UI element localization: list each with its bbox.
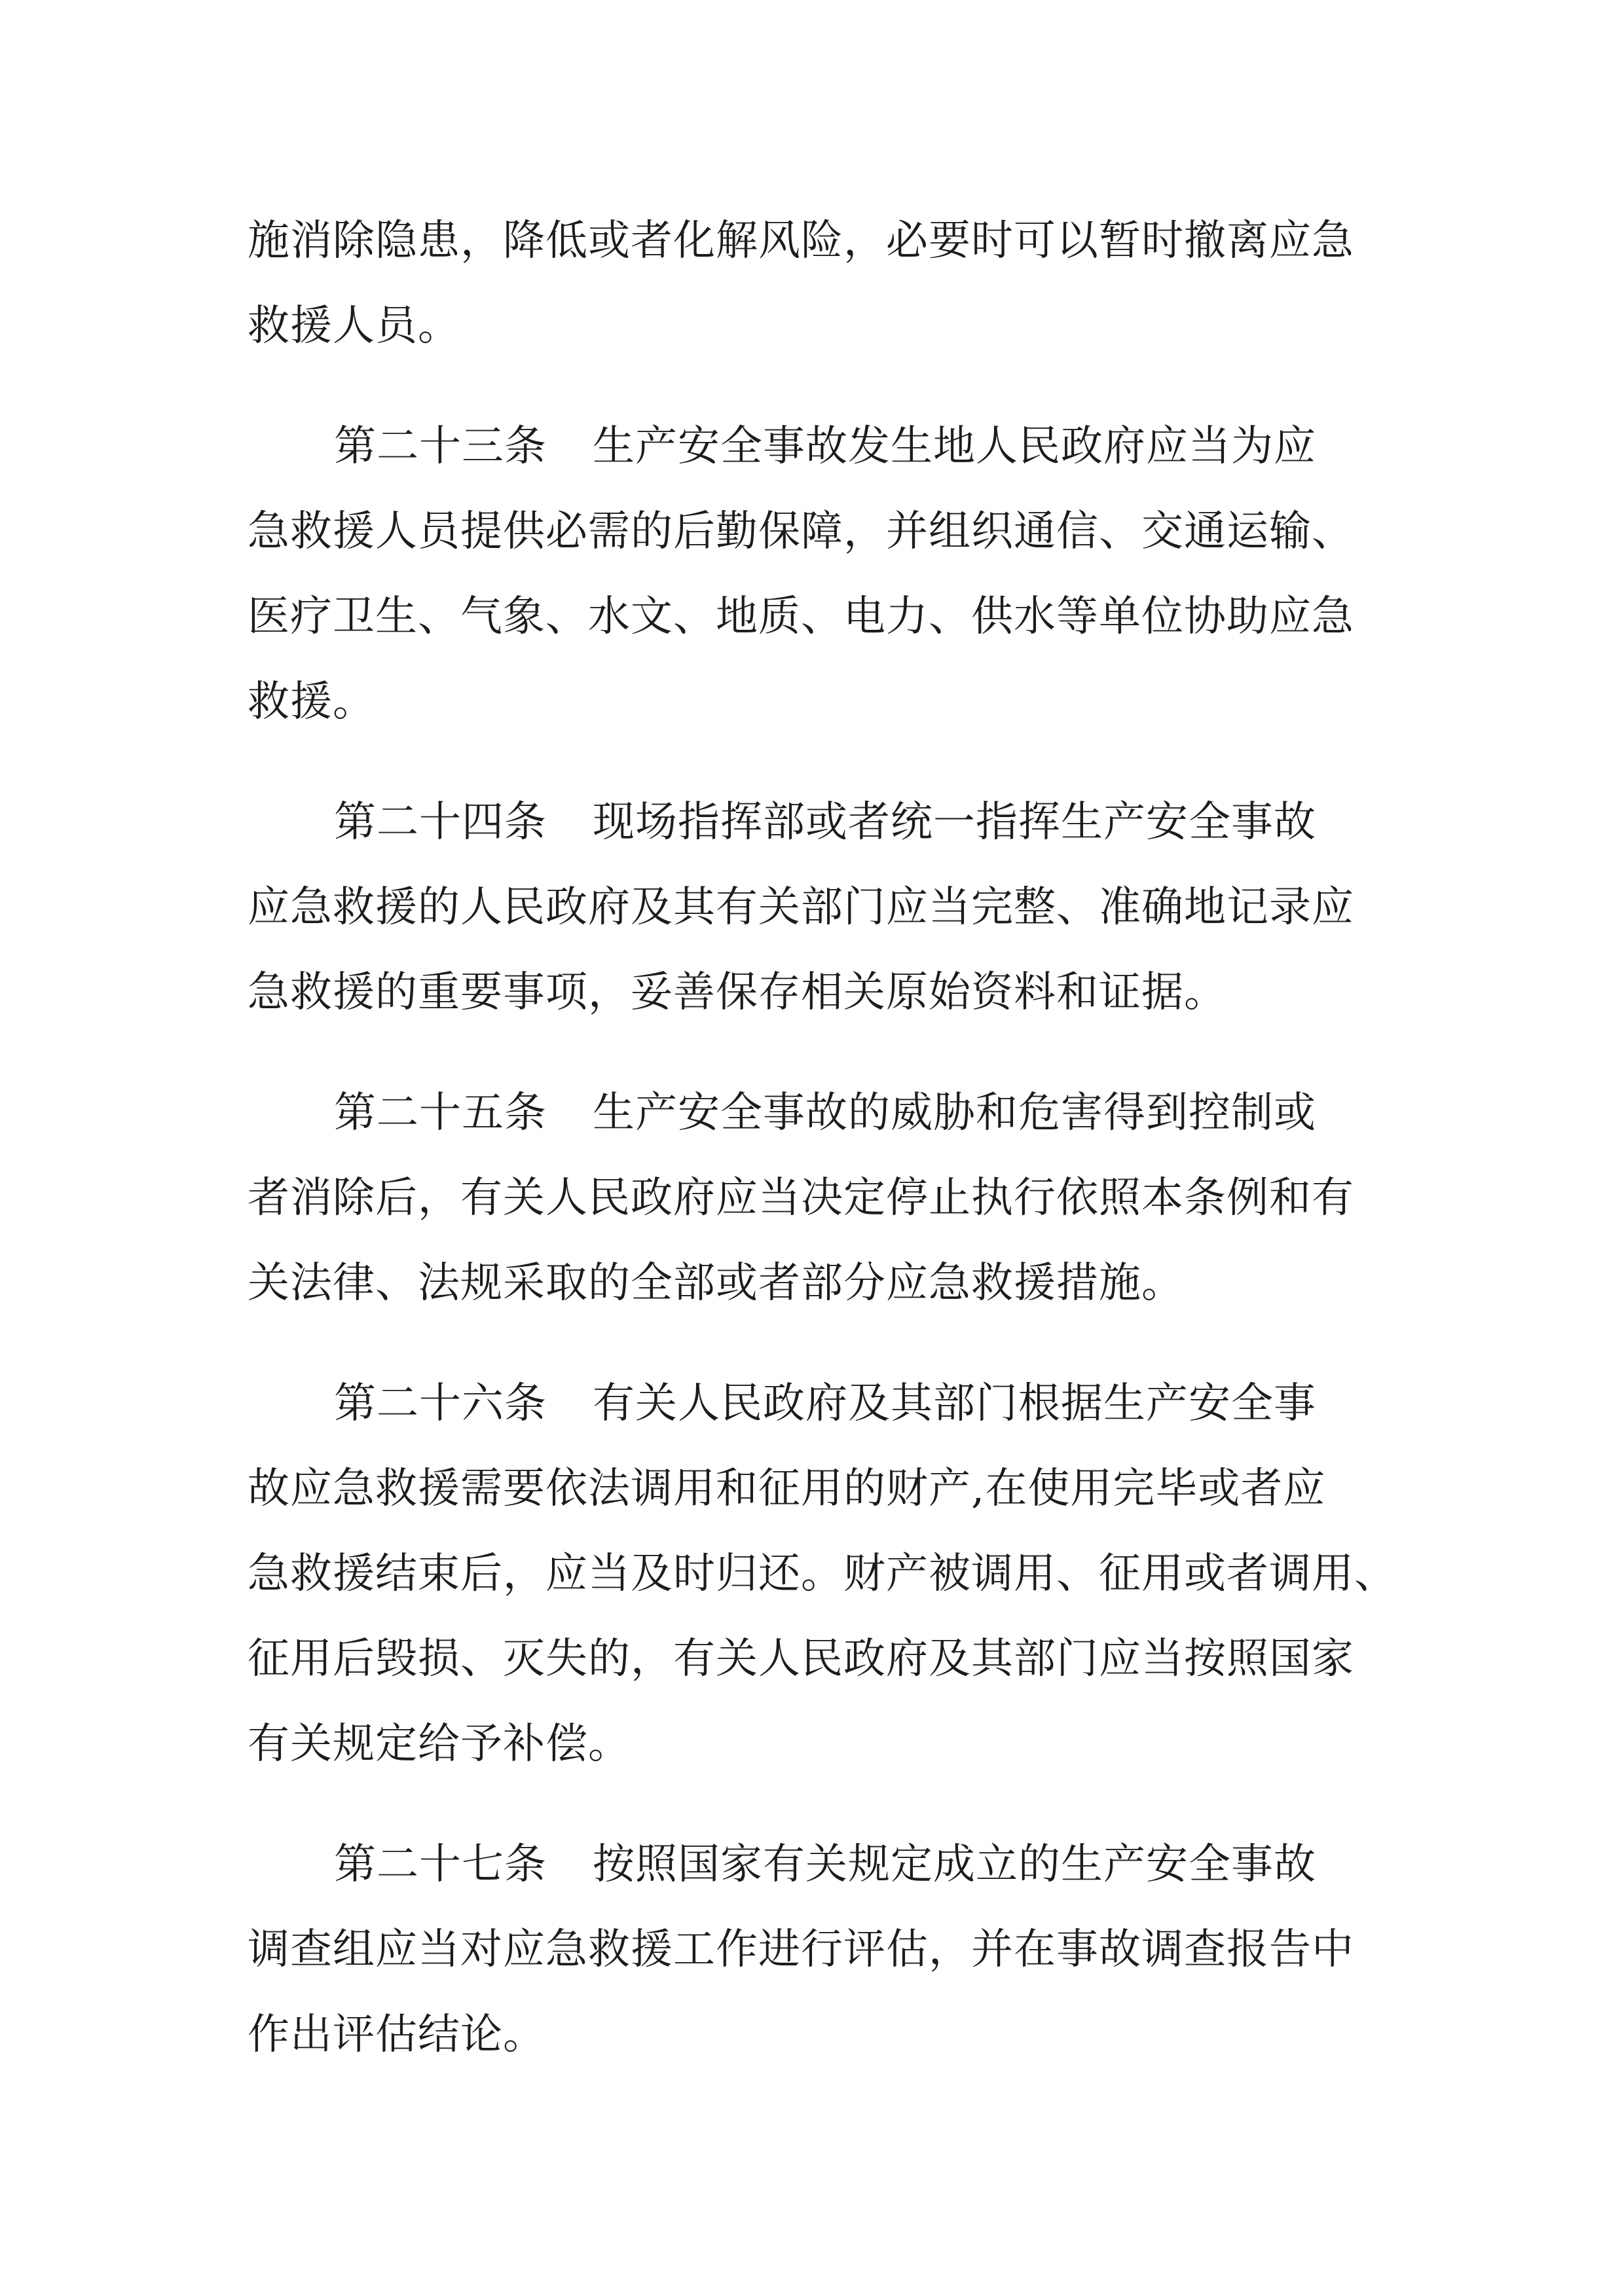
continuation-line-2: 救援人员。 <box>248 302 460 350</box>
article-27-line-3: 作出评估结论。 <box>248 2011 545 2059</box>
article-26-first-line <box>334 1371 1401 1436</box>
article-25-line-1: 生产安全事故的威胁和危害得到控制或 <box>593 1089 1316 1137</box>
article-26-line-2: 故应急救援需要依法调用和征用的财产,在使用完毕或者应 <box>248 1465 1326 1513</box>
article-23-line-3: 医疗卫生、气象、水文、地质、电力、供水等单位协助应急 <box>248 592 1354 641</box>
article-23-line-1: 生产安全事故发生地人民政府应当为应 <box>593 422 1316 471</box>
article-27-line-1: 按照国家有关规定成立的生产安全事故 <box>593 1840 1316 1889</box>
article-27-first-line <box>334 1832 1401 1897</box>
article-26-line-5: 有关规定给予补偿。 <box>248 1720 631 1768</box>
article-24-line-3: 急救援的重要事项，妥善保存相关原始资料和证据。 <box>248 968 1227 1017</box>
article-26-line-3: 急救援结束后，应当及时归还。财产被调用、征用或者调用、 <box>248 1550 1397 1598</box>
article-25-line-3: 关法律、法规采取的全部或者部分应急救援措施。 <box>248 1259 1184 1307</box>
article-26-heading: 第二十六条 <box>334 1379 547 1428</box>
article-25-line-2: 者消除后，有关人民政府应当决定停止执行依照本条例和有 <box>248 1174 1354 1222</box>
continuation-line-1: 施消除隐患，降低或者化解风险，必要时可以暂时撤离应急 <box>248 217 1354 265</box>
article-26-line-1: 有关人民政府及其部门根据生产安全事 <box>593 1379 1316 1428</box>
article-24-first-line <box>334 790 1401 855</box>
article-26-line-4: 征用后毁损、灭失的，有关人民政府及其部门应当按照国家 <box>248 1635 1354 1683</box>
article-27-heading: 第二十七条 <box>334 1840 547 1889</box>
article-23-heading: 第二十三条 <box>334 422 547 471</box>
article-27-line-2: 调查组应当对应急救援工作进行评估，并在事故调查报告中 <box>248 1925 1354 1974</box>
article-24-line-1: 现场指挥部或者统一指挥生产安全事故 <box>593 798 1316 847</box>
article-23-line-4: 救援。 <box>248 678 375 726</box>
article-25-heading: 第二十五条 <box>334 1089 547 1137</box>
article-23-first-line <box>334 414 1401 479</box>
article-24-heading: 第二十四条 <box>334 798 547 847</box>
article-23-line-2: 急救援人员提供必需的后勤保障，并组织通信、交通运输、 <box>248 507 1354 556</box>
article-24-line-2: 应急救援的人民政府及其有关部门应当完整、准确地记录应 <box>248 883 1354 932</box>
article-25-first-line <box>334 1080 1401 1146</box>
